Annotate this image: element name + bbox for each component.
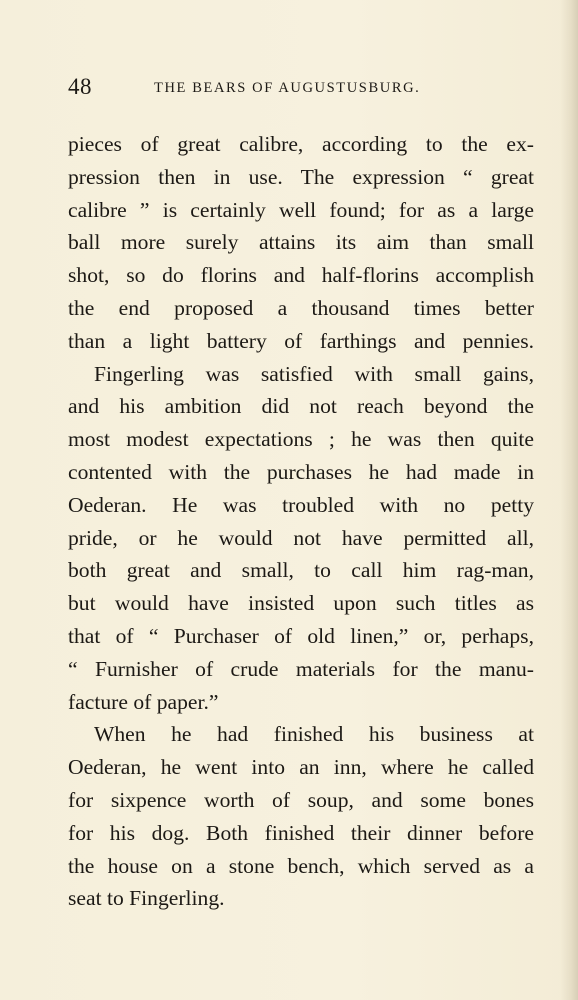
page-header [68,74,536,104]
body-text [68,128,534,915]
text-line: contented with the purchases he had made in [68,459,534,484]
text-line: Oederan, he went into an inn, where he called [68,755,534,780]
text-line: than a light battery of farthings and pennies. [68,328,534,353]
page-edge-shadow [560,0,578,1000]
text-line: Oederan. He was troubled with no petty [68,492,534,517]
text-line: the house on a stone bench, which served as a [68,853,534,878]
page-number: 48 [68,74,92,99]
text-line: shot, so do florins and half-florins accomplish [68,263,534,288]
text-line: that of “ Purchaser of old linen,” or, perhaps, [68,623,534,648]
text-line: for his dog. Both finished their dinner before [68,820,534,845]
text-line: pression then in use. The expression “ great [68,164,534,189]
text-line: the end proposed a thousand times better [68,295,534,320]
text-line: ball more surely attains its aim than small [68,230,534,255]
text-line: facture of paper.” [68,689,219,714]
text-line: but would have insisted upon such titles as [68,591,534,616]
text-line: and his ambition did not reach beyond the [68,394,534,419]
text-line: When he had finished his business at [94,722,534,747]
text-line: calibre ” is certainly well found; for as a large [68,197,534,222]
paragraph-2 [68,358,534,719]
running-title: THE BEARS OF AUGUSTUSBURG. [154,80,421,96]
paragraph-1 [68,128,534,358]
text-line: pride, or he would not have permitted all, [68,525,534,550]
text-line: pieces of great calibre, according to the ex- [68,132,534,156]
text-line: both great and small, to call him rag-man, [68,558,534,583]
paragraph-3 [68,718,534,915]
text-line: for sixpence worth of soup, and some bones [68,787,534,812]
text-line: “ Furnisher of crude materials for the manu- [68,656,534,681]
text-line: Fingerling was satisfied with small gains, [94,361,534,386]
text-line: seat to Fingerling. [68,886,225,911]
text-line: most modest expectations ; he was then quite [68,427,534,452]
